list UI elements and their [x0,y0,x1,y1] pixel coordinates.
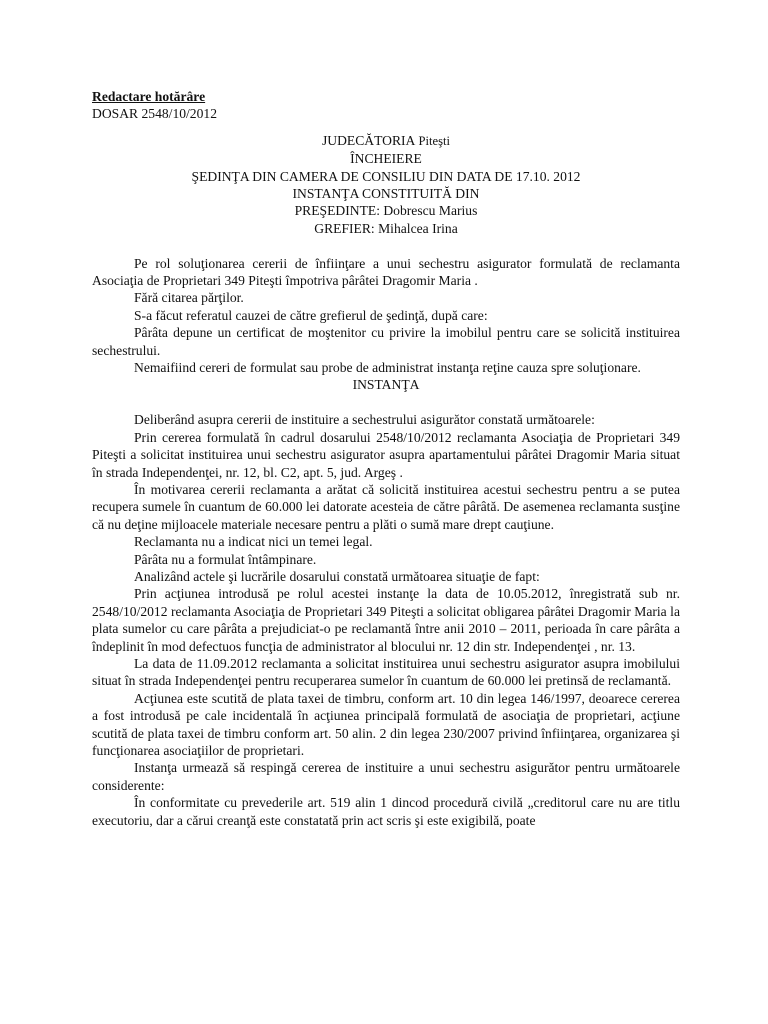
constituted-heading: INSTANŢA CONSTITUITĂ DIN [292,186,480,202]
intro-paragraph: Pe rol soluţionarea cererii de înfiinţare a unui sechestru asigurator formulată de reclamanta Asociaţia de Proprietari 349 Piteşti împotriva pârâtei Dragomir Maria . [92,255,680,289]
body-paragraph: Instanţa urmează să respingă cererea de instituire a unui sechestru asigurător pentru următoarele considerente: [92,760,680,793]
clerk-line [92,220,680,237]
body-paragraph: Deliberând asupra cererii de instituire a sechestrului asigurător constată următoarele: [134,412,595,428]
session-heading: ŞEDINŢA DIN CAMERA DE CONSILIU DIN DATA DE 17.10. 2012 [191,168,581,184]
clerk-name: : Mihalcea Irina [370,220,458,236]
court-name-city: Piteşti [415,133,451,148]
spacer [92,237,680,254]
court-name-caps: JUDECĂTORIA [321,132,416,148]
body-paragraph: În motivarea cererii reclamanta a arătat că solicită instituirea acestui sechestru pentru a se putea recupera sumele în cuantum de 60.000 lei datorate acesteia de către pârâtă. De asemenea reclamanta susţine că nu deţine mijloacele materiale necesare pentru a plăti o sumă mare drept cauţiune. [92,481,680,532]
body-paragraph: La data de 11.09.2012 reclamanta a solicitat instituirea unui sechestru asigurator asupra imobilului situat în strada Independenţei pentru recuperarea sumelor în cuantum de 60.000 lei pretinsă de reclamantă. [92,655,680,689]
body-paragraph: În conformitate cu prevederile art. 519 alin 1 dincod procedură civilă „creditorul care nu are titlu executoriu, dar a cărui creanţă este constatată prin act scris şi este exigibilă, poate [92,795,680,828]
document-title: Redactare hotărâre [92,89,206,104]
body-paragraph: Acţiunea este scutită de plata taxei de timbru, conform art. 10 din legea 146/1997, deoarece cererea a fost introdusă pe cale incidentală în acţiunea principală formulată de asociaţia de proprietari, acţiune scutită de plata taxei de timbru conform art. 50 alin. 2 din legea 230/2007 privind înfiinţarea, organizarea şi funcţionarea asociaţiilor de proprietari. [92,690,680,758]
body-paragraph: Prin cererea formulată în cadrul dosarului 2548/10/2012 reclamanta Asociaţia de Proprietari 349 Piteşti a solicitat instituirea unui sechestru asigurator asupra apartamentului pârâtei Dragomir Maria situat în strada Independenţei, nr. 12, bl. C2, apt. 5, jud. Argeş . [92,429,680,480]
document-type: ÎNCHEIERE [350,151,422,167]
intro-paragraph: S-a făcut referatul cauzei de către grefierul de şedinţă, după care: [134,307,488,323]
body-paragraph: Reclamanta nu a indicat nici un temei legal. [134,534,373,550]
body-paragraph: Analizând actele şi lucrările dosarului constată următoarea situaţie de fapt: [134,568,540,584]
intro-paragraph: Fără citarea părţilor. [134,290,244,306]
intro-paragraph: Pârâta depune un certificat de moştenitor cu privire la imobilul pentru care se solicită instituirea sechestrului. [92,325,680,358]
body-paragraph: Pârâta nu a formulat întâmpinare. [134,551,317,567]
president-label: PREŞEDINTE [294,203,377,219]
spacer [92,394,680,411]
case-number: DOSAR 2548/10/2012 [92,106,217,122]
clerk-label: GREFIER [314,220,371,236]
spacer [92,123,680,132]
document-page [92,88,680,829]
president-line [92,202,680,219]
body-paragraph: Prin acţiunea introdusă pe rolul acestei instanţe la data de 10.05.2012, înregistrată sub nr. 2548/10/2012 reclamanta Asociaţia de Proprietari 349 Piteşti a solicitat obligarea pârâtei Dragomir Maria la plata sumelor cu care pârâta a prejudiciat-o pe reclamantă între anii 2010 – 2011, perioada în care pârâta a îndeplinit în mod defectuos funcţia de administrator al blocului nr. 12 din str. Independenţei , nr. 13. [92,586,680,654]
court-name [92,132,680,150]
president-name: : Dobrescu Marius [376,203,478,219]
intro-paragraph: Nemaifiind cereri de formulat sau probe de administrat instanţa reţine cauza spre soluţionare. [134,360,641,376]
section-heading: INSTANŢA [352,377,420,393]
